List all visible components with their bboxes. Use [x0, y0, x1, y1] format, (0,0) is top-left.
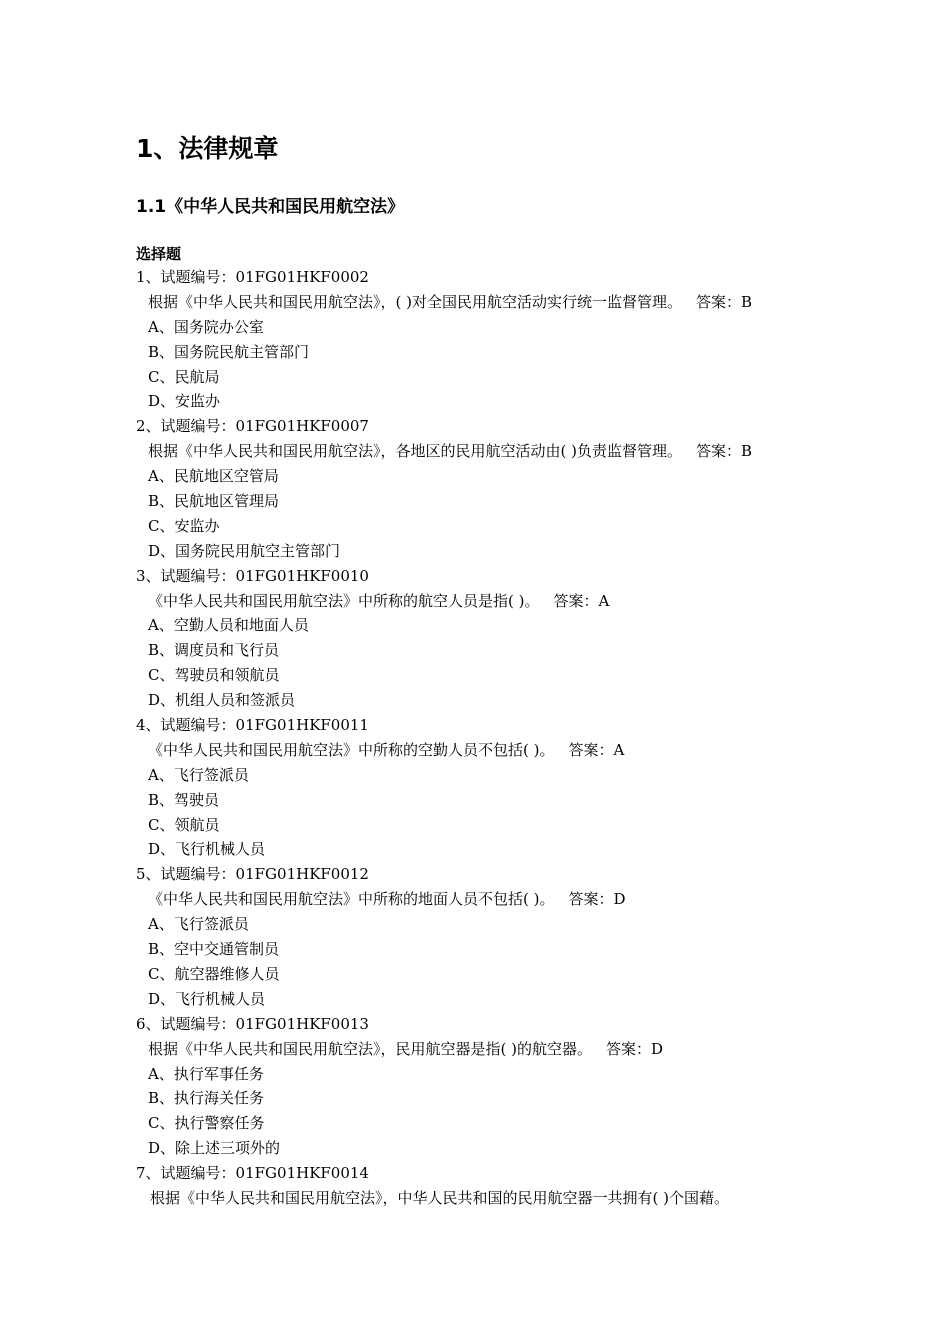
option-a: A、执行军事任务	[148, 1064, 264, 1083]
question-text: 《中华人民共和国民用航空法》中所称的地面人员不包括( )。	[148, 890, 555, 909]
option-b: B、驾驶员	[148, 790, 220, 809]
question-item	[136, 414, 856, 563]
option-d: D、飞行机械人员	[148, 989, 266, 1008]
option-c: C、民航局	[148, 367, 220, 386]
option-c: C、执行警察任务	[148, 1114, 265, 1133]
option-a: A、飞行签派员	[148, 915, 249, 934]
question-text: 根据《中华人民共和国民用航空法》，( )对全国民用航空活动实行统一监督管理。	[148, 292, 682, 311]
question-text: 根据《中华人民共和国民用航空法》，各地区的民用航空活动由( )负责监督管理。	[148, 442, 682, 461]
option-a: A、空勤人员和地面人员	[148, 616, 309, 635]
question-stem	[136, 290, 856, 315]
option-b: B、空中交通管制员	[148, 940, 280, 959]
question-stem	[136, 1186, 856, 1211]
question-stem	[136, 439, 856, 464]
option-b: B、执行海关任务	[148, 1089, 265, 1108]
question-answer: 答案：D	[605, 1039, 664, 1058]
chapter-title: 1、法律规章	[136, 134, 279, 163]
question-answer: 答案：D	[568, 890, 626, 909]
question-header: 4、试题编号：01FG01HKF0011	[136, 716, 369, 735]
question-answer: 答案：B	[695, 292, 753, 311]
option-a: A、飞行签派员	[148, 765, 249, 784]
option-d: D、机组人员和签派员	[148, 691, 296, 710]
option-b: B、国务院民航主管部门	[148, 342, 310, 361]
subsection-title: 选择题	[136, 245, 182, 263]
question-list	[136, 265, 856, 1211]
question-stem	[136, 887, 856, 912]
question-text: 根据《中华人民共和国民用航空法》，民用航空器是指( )的航空器。	[148, 1039, 592, 1058]
option-c: C、驾驶员和领航员	[148, 666, 280, 685]
question-item	[136, 1161, 856, 1211]
option-c: C、航空器维修人员	[148, 964, 280, 983]
question-stem	[136, 738, 856, 763]
question-answer: 答案：B	[695, 442, 753, 461]
option-d: D、除上述三项外的	[148, 1139, 281, 1158]
option-a: A、民航地区空管局	[148, 467, 279, 486]
option-b: B、调度员和飞行员	[148, 641, 280, 660]
question-header: 2、试题编号：01FG01HKF0007	[136, 417, 369, 436]
section-title: 1.1《中华人民共和国民用航空法》	[136, 197, 405, 217]
question-stem	[136, 1037, 856, 1062]
question-text: 《中华人民共和国民用航空法》中所称的空勤人员不包括( )。	[148, 740, 555, 759]
question-item	[136, 862, 856, 1011]
question-answer: 答案：A	[553, 591, 610, 610]
question-item	[136, 564, 856, 713]
question-stem	[136, 589, 856, 614]
question-item	[136, 265, 856, 414]
question-header: 1、试题编号：01FG01HKF0002	[136, 268, 369, 286]
question-answer: 答案：A	[568, 740, 625, 759]
option-d: D、国务院民用航空主管部门	[148, 541, 341, 560]
question-text: 根据《中华人民共和国民用航空法》，中华人民共和国的民用航空器一共拥有( )个国藉。	[150, 1188, 729, 1207]
option-c: C、领航员	[148, 815, 220, 834]
question-header: 6、试题编号：01FG01HKF0013	[136, 1014, 369, 1033]
question-text: 《中华人民共和国民用航空法》中所称的航空人员是指( )。	[148, 591, 540, 610]
option-b: B、民航地区管理局	[148, 492, 280, 511]
option-d: D、飞行机械人员	[148, 840, 266, 859]
option-d: D、安监办	[148, 392, 221, 411]
question-header: 5、试题编号：01FG01HKF0012	[136, 865, 369, 884]
question-header: 3、试题编号：01FG01HKF0010	[136, 566, 369, 585]
question-header: 7、试题编号：01FG01HKF0014	[136, 1164, 369, 1183]
option-c: C、安监办	[148, 516, 220, 535]
option-a: A、国务院办公室	[148, 317, 264, 336]
question-item	[136, 713, 856, 862]
question-item	[136, 1012, 856, 1161]
